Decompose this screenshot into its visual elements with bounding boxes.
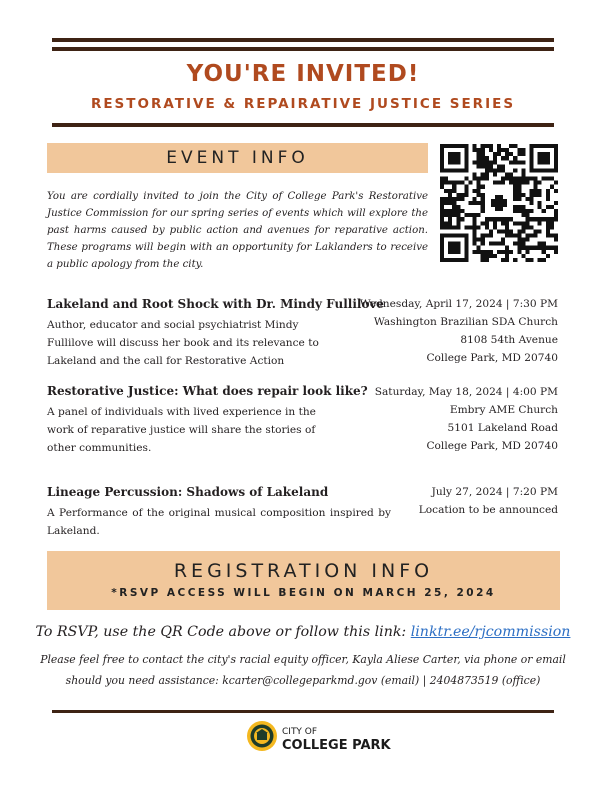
registration-band — [47, 551, 560, 610]
top-rule-2 — [52, 47, 554, 51]
rsvp-line — [0, 624, 606, 640]
intro-paragraph: You are cordially invited to join the City of College Park's Restorative Justice Commission for our spring series of events which will explore the past harms caused by public action and avenues for reparative action. These programs will begin with an opportunity for Laklanders to receive a public apology from the city. — [47, 191, 428, 270]
event-3-description: A Performance of the original musical composition inspired by Lakeland. — [47, 507, 391, 537]
event-3-title: Lineage Percussion: Shadows of Lakeland — [47, 485, 329, 499]
event-2-datetime: Saturday, May 18, 2024 | 4:00 PM — [374, 386, 558, 398]
event-info-band — [47, 143, 428, 173]
logo-line-1: CITY OF — [282, 727, 318, 737]
event-3-venue: Location to be announced — [418, 504, 558, 516]
event-1-datetime: Wednesday, April 17, 2024 | 7:30 PM — [359, 298, 558, 310]
page-title: YOU'RE INVITED! — [186, 61, 420, 87]
event-1-details — [358, 295, 558, 367]
header-bottom-rule — [52, 123, 554, 127]
event-1-venue: Washington Brazilian SDA Church — [373, 316, 558, 328]
event-1-city: College Park, MD 20740 — [426, 352, 558, 364]
top-rule-1 — [52, 38, 554, 42]
rsvp-link[interactable]: linktr.ee/rjcommission — [410, 624, 571, 640]
event-3-datetime: July 27, 2024 | 7:20 PM — [431, 486, 558, 498]
event-1-address: 8108 54th Avenue — [460, 334, 558, 346]
contact-info — [0, 649, 606, 691]
registration-heading: REGISTRATION INFO — [173, 560, 434, 582]
event-1-title: Lakeland and Root Shock with Dr. Mindy Fullilove — [47, 297, 385, 311]
contact-line-2: should you need assistance: kcarter@collegeparkmd.gov (email) | 2404873519 (office) — [65, 674, 541, 687]
event-2-address: 5101 Lakeland Road — [447, 422, 558, 434]
registration-note: *RSVP ACCESS WILL BEGIN ON MARCH 25, 2024 — [111, 587, 496, 599]
qr-code[interactable] — [440, 144, 558, 262]
event-2-description: A panel of individuals with lived experience in the work of reparative justice will share the stories of other communities. — [47, 406, 316, 454]
city-logo-text — [282, 726, 391, 752]
event-3-details — [358, 483, 558, 519]
event-info-heading: EVENT INFO — [166, 148, 309, 168]
page-subtitle: RESTORATIVE & REPAIRATIVE JUSTICE SERIES — [90, 96, 516, 112]
logo-line-2: COLLEGE PARK — [282, 738, 391, 753]
contact-line-1: Please feel free to contact the city's racial equity officer, Kayla Aliese Carter, via phone or email — [40, 653, 566, 666]
event-2-title: Restorative Justice: What does repair look like? — [47, 384, 368, 398]
footer-rule — [52, 710, 554, 713]
event-2-city: College Park, MD 20740 — [426, 440, 558, 452]
event-1-description: Author, educator and social psychiatrist Mindy Fullilove will discuss her book and its relevance to Lakeland and the call for Restorative Action — [47, 319, 319, 367]
event-2-details — [358, 383, 558, 455]
rsvp-text: To RSVP, use the QR Code above or follow this link: — [35, 624, 407, 640]
city-seal-icon — [246, 720, 278, 752]
event-2-venue: Embry AME Church — [449, 404, 558, 416]
